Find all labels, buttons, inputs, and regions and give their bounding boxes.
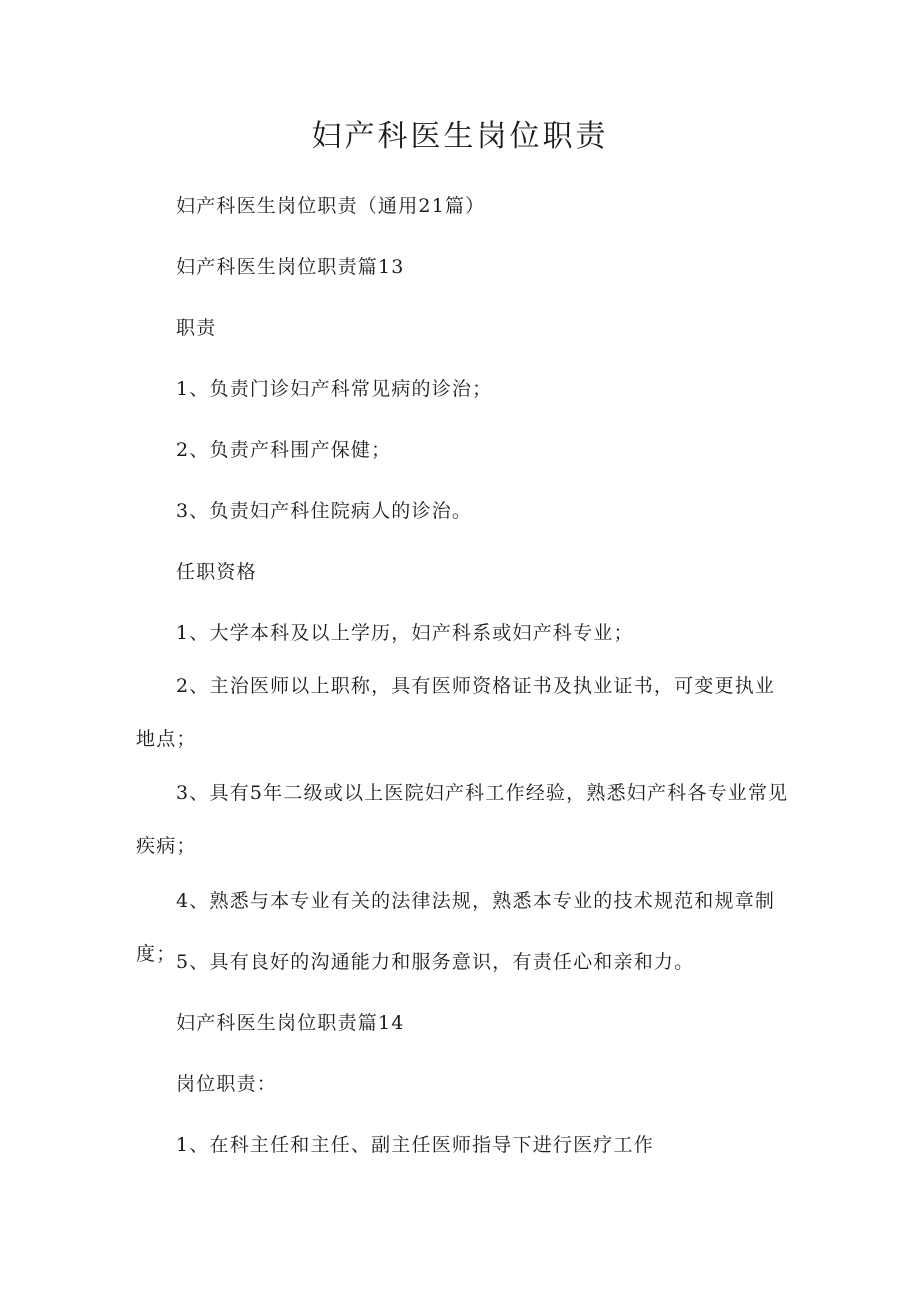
paragraph-qualification-3: 3、具有5年二级或以上医院妇产科工作经验，熟悉妇产科各专业常见疾病； [136,782,789,857]
paragraph-qualification-5: 5、具有良好的沟通能力和服务意识，有责任心和亲和力。 [176,951,695,973]
paragraph-duty-2: 2、负责产科围产保健； [176,439,392,461]
paragraph-qualification-2: 2、主治医师以上职称，具有医师资格证书及执业证书，可变更执业地点； [136,675,776,750]
paragraph-duty-1: 1、负责门诊妇产科常见病的诊治； [176,378,493,400]
paragraph-section-13-heading: 妇产科医生岗位职责篇13 [176,256,405,278]
paragraph-intro: 妇产科医生岗位职责（通用21篇） [176,195,486,217]
document-title: 妇产科医生岗位职责 [311,119,609,154]
paragraph-duty-3: 3、负责妇产科住院病人的诊治。 [176,500,473,522]
paragraph-post-duty-1: 1、在科主任和主任、副主任医师指导下进行医疗工作 [176,1134,654,1156]
paragraph-qualifications-heading: 任职资格 [176,561,257,583]
paragraph-section-14-heading: 妇产科医生岗位职责篇14 [176,1012,405,1034]
paragraph-qualification-4: 4、熟悉与本专业有关的法律法规，熟悉本专业的技术规范和规章制度； [136,890,776,965]
paragraph-post-duties-heading: 岗位职责： [176,1073,278,1095]
paragraph-qualification-1: 1、大学本科及以上学历，妇产科系或妇产科专业； [176,622,634,644]
paragraph-duties-heading: 职责 [176,317,217,339]
